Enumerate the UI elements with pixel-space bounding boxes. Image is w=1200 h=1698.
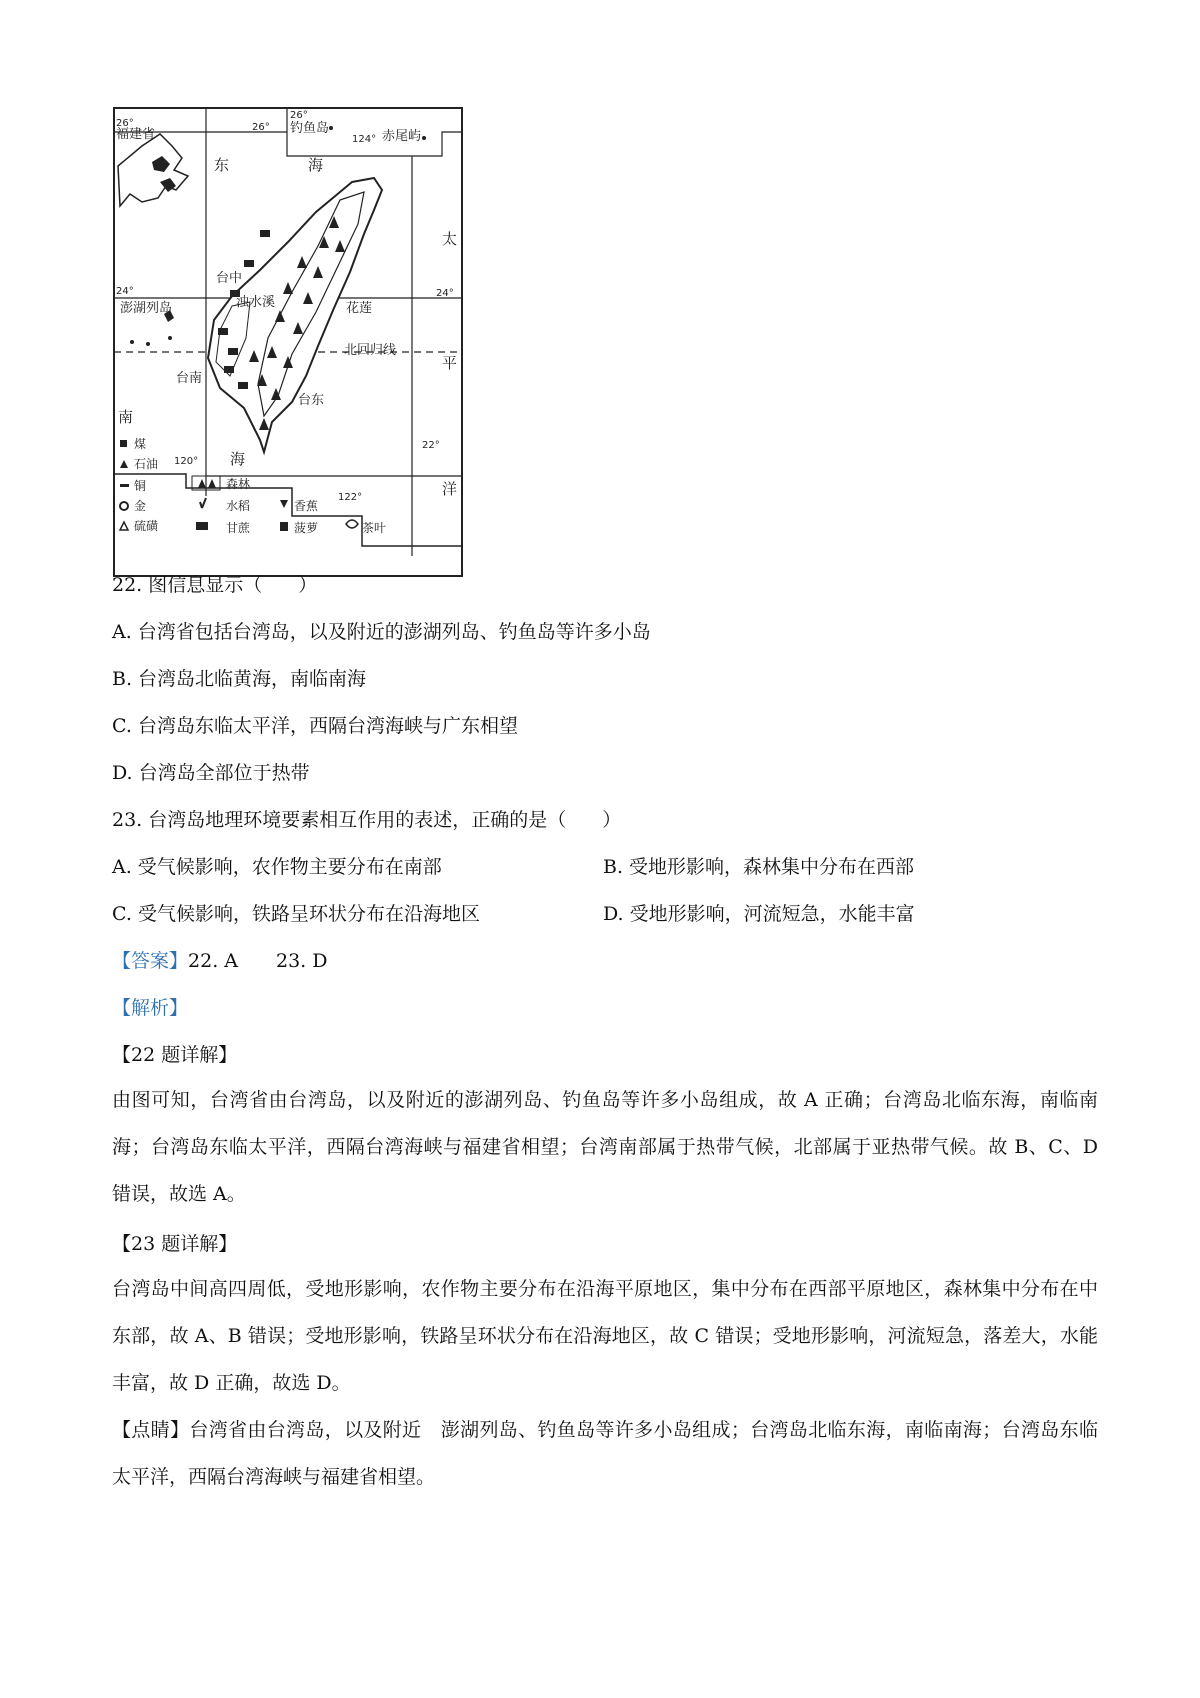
diaoyu-label: 钓鱼岛 xyxy=(290,121,330,136)
tropic-label: 北回归线 xyxy=(344,343,397,358)
detail-23-title: 【23 题详解】 xyxy=(112,1233,238,1255)
answer-line xyxy=(112,948,328,974)
svg-text:22°: 22° xyxy=(422,440,440,451)
q22-option-d: D. 台湾岛全部位于热带 xyxy=(112,762,310,784)
svg-text:24°: 24° xyxy=(116,286,134,297)
tainan-label: 台南 xyxy=(176,371,203,386)
chiwei-label: 赤尾屿 xyxy=(382,129,422,144)
zhuoshui-label: 浊水溪 xyxy=(236,295,276,310)
svg-text:金: 金 xyxy=(134,499,147,513)
detail-22-title: 【22 题详解】 xyxy=(112,1044,238,1066)
svg-text:铜: 铜 xyxy=(134,479,147,493)
svg-text:森林: 森林 xyxy=(226,477,251,491)
q23-option-b: B. 受地形影响，森林集中分布在西部 xyxy=(603,856,915,878)
taiwan-map-figure xyxy=(112,106,464,578)
svg-text:122°: 122° xyxy=(338,492,363,503)
q23-stem: 23. 台湾岛地理环境要素相互作用的表述，正确的是（ ） xyxy=(112,809,622,831)
taizhong-label: 台中 xyxy=(216,271,243,286)
q22-option-c: C. 台湾岛东临太平洋，西隔台湾海峡与广东相望 xyxy=(112,715,518,737)
svg-text:硫磺: 硫磺 xyxy=(134,519,159,533)
east-sea-label-2: 海 xyxy=(308,156,324,174)
answer-23: 23. D xyxy=(276,950,328,972)
q23-option-d: D. 受地形影响，河流短急，水能丰富 xyxy=(603,903,915,925)
tip-label: 【点睛】 xyxy=(112,1419,190,1441)
answer-label: 【答案】 xyxy=(112,950,189,972)
east-sea-label-1: 东 xyxy=(214,156,230,174)
detail-22-text: 由图可知，台湾省由台湾岛，以及附近的澎湖列岛、钓鱼岛等许多小岛组成，故 A 正确；台湾岛北临东海，南临南海；台湾岛东临太平洋，西隔台湾海峡与福建省相望；台湾南部属于热带气候，北部属于亚热带气候。故 B、C、D 错误，故选 A。 xyxy=(112,1089,1098,1205)
penghu-label: 澎湖列岛 xyxy=(120,301,173,316)
taidong-label: 台东 xyxy=(298,393,325,408)
analysis-label: 【解析】 xyxy=(112,997,189,1019)
svg-text:26°: 26° xyxy=(252,122,270,133)
q23-option-a: A. 受气候影响，农作物主要分布在南部 xyxy=(112,856,442,878)
svg-text:香蕉: 香蕉 xyxy=(294,499,319,513)
detail-23-text: 台湾岛中间高四周低，受地形影响，农作物主要分布在沿海平原地区，集中分布在西部平原地区，森林集中分布在中东部，故 A、B 错误；受地形影响，铁路呈环状分布在沿海地区，故 C 错误；受地形影响，河流短急，落差大，水能丰富，故 D 正确，故选 D。 xyxy=(112,1278,1098,1394)
svg-text:茶叶: 茶叶 xyxy=(362,521,387,535)
svg-text:120°: 120° xyxy=(174,456,199,467)
svg-text:24°: 24° xyxy=(436,288,454,299)
fujian-label: 福建省 xyxy=(116,127,156,142)
svg-text:煤: 煤 xyxy=(134,437,147,451)
svg-text:水稻: 水稻 xyxy=(226,499,251,513)
south-sea-label-1: 南 xyxy=(118,408,134,426)
svg-text:石油: 石油 xyxy=(134,457,159,471)
pacific-label-3: 洋 xyxy=(442,480,458,498)
svg-text:26°: 26° xyxy=(116,118,134,129)
hualian-label: 花莲 xyxy=(346,301,373,316)
svg-text:甘蔗: 甘蔗 xyxy=(226,521,251,535)
q22-stem: 22. 图信息显示（ ） xyxy=(112,574,318,596)
south-sea-label-2: 海 xyxy=(230,450,246,468)
pacific-label-1: 太 xyxy=(442,230,458,248)
q22-option-a: A. 台湾省包括台湾岛，以及附近的澎湖列岛、钓鱼岛等许多小岛 xyxy=(112,621,651,643)
tip-text: 台湾省由台湾岛，以及附近 澎湖列岛、钓鱼岛等许多小岛组成；台湾岛北临东海，南临南海；台湾岛东临太平洋，西隔台湾海峡与福建省相望。 xyxy=(112,1419,1098,1488)
svg-text:菠萝: 菠萝 xyxy=(294,521,319,535)
pacific-label-2: 平 xyxy=(442,354,458,372)
answer-22: 22. A xyxy=(188,950,238,972)
q22-option-b: B. 台湾岛北临黄海，南临南海 xyxy=(112,668,367,690)
svg-text:26°: 26° xyxy=(290,110,308,121)
svg-text:124°: 124° xyxy=(352,134,377,145)
q23-option-c: C. 受气候影响，铁路呈环状分布在沿海地区 xyxy=(112,903,480,925)
tip-paragraph xyxy=(112,1407,1098,1501)
